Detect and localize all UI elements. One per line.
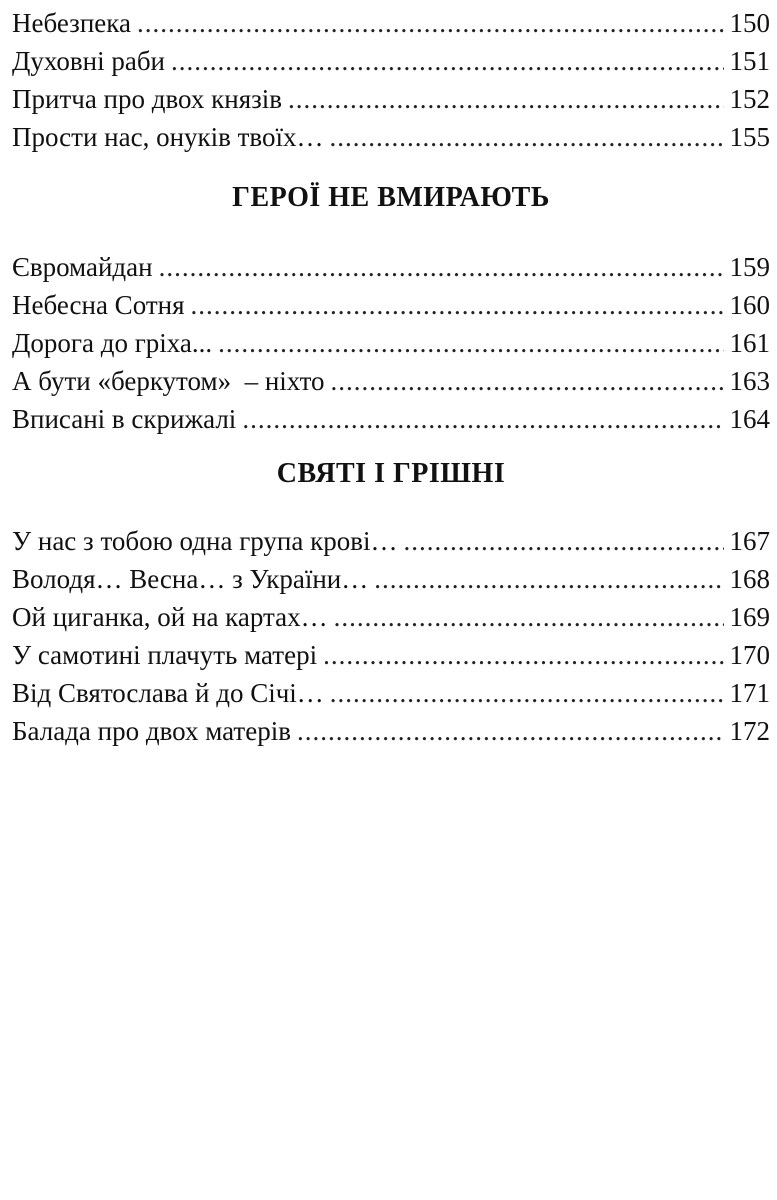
toc-entry-page: 151 bbox=[724, 42, 771, 80]
toc-entry bbox=[12, 118, 770, 156]
toc-leader-dots bbox=[330, 118, 724, 156]
toc-entry-page: 171 bbox=[724, 674, 771, 712]
toc-entry bbox=[12, 324, 770, 362]
toc-leader-dots bbox=[288, 80, 723, 118]
toc-entry-title: Небезпека bbox=[12, 4, 137, 42]
toc-entry-title: Дорога до гріха... bbox=[12, 324, 218, 362]
toc-entry bbox=[12, 4, 770, 42]
toc-entry bbox=[12, 80, 770, 118]
toc-leader-dots bbox=[242, 400, 723, 438]
toc-entry-title: Вписані в скрижалі bbox=[12, 400, 242, 438]
toc-leader-dots bbox=[374, 560, 723, 598]
section-heading: СВЯТІ І ГРІШНІ bbox=[276, 458, 506, 489]
toc-entry-title: У нас з тобою одна група крові… bbox=[12, 522, 403, 560]
toc-entry-title: Євромайдан bbox=[12, 248, 159, 286]
toc-entry-title: Володя… Весна… з України… bbox=[12, 560, 374, 598]
toc-entry-title: Прости нас, онуків твоїх… bbox=[12, 118, 330, 156]
toc-entry bbox=[12, 522, 770, 560]
toc-entry-title: Балада про двох матерів bbox=[12, 712, 297, 750]
toc-leader-dots bbox=[334, 598, 724, 636]
toc-entry-title: Ой циганка, ой на картах… bbox=[12, 598, 334, 636]
toc-leader-dots bbox=[331, 362, 724, 400]
toc-entry-page: 164 bbox=[724, 400, 771, 438]
toc-entry bbox=[12, 42, 770, 80]
toc-entry-title: Небесна Сотня bbox=[12, 286, 191, 324]
toc-entry bbox=[12, 674, 770, 712]
toc-leader-dots bbox=[323, 636, 723, 674]
toc-entry-page: 170 bbox=[724, 636, 771, 674]
toc-leader-dots bbox=[159, 248, 724, 286]
toc-entry-page: 163 bbox=[724, 362, 771, 400]
toc-entry-title: Духовні раби bbox=[12, 42, 171, 80]
toc-group-3 bbox=[12, 522, 770, 750]
toc-group-2 bbox=[12, 248, 770, 438]
toc-entry-page: 168 bbox=[724, 560, 771, 598]
toc-leader-dots bbox=[218, 324, 723, 362]
toc-leader-dots bbox=[191, 286, 724, 324]
toc-entry bbox=[12, 598, 770, 636]
toc-entry-page: 152 bbox=[724, 80, 771, 118]
toc-entry-page: 159 bbox=[724, 248, 771, 286]
toc-entry bbox=[12, 712, 770, 750]
toc-entry-page: 150 bbox=[724, 4, 771, 42]
toc-entry bbox=[12, 248, 770, 286]
toc-entry-title: Від Святослава й до Січі… bbox=[12, 674, 330, 712]
toc-entry bbox=[12, 400, 770, 438]
toc-leader-dots bbox=[297, 712, 724, 750]
toc-entry bbox=[12, 286, 770, 324]
toc-entry bbox=[12, 636, 770, 674]
toc-entry-page: 161 bbox=[724, 324, 771, 362]
toc-leader-dots bbox=[403, 522, 723, 560]
toc-entry-title: У самотині плачуть матері bbox=[12, 636, 323, 674]
toc-entry-page: 169 bbox=[724, 598, 771, 636]
toc-leader-dots bbox=[171, 42, 723, 80]
toc-entry bbox=[12, 560, 770, 598]
toc-group-1 bbox=[12, 4, 770, 156]
toc-entry-page: 167 bbox=[724, 522, 771, 560]
toc-leader-dots bbox=[137, 4, 724, 42]
toc-entry-page: 172 bbox=[724, 712, 771, 750]
toc-entry bbox=[12, 362, 770, 400]
toc-leader-dots bbox=[330, 674, 724, 712]
toc-entry-title: Притча про двох князів bbox=[12, 80, 288, 118]
toc-entry-title: А бути «беркутом» – ніхто bbox=[12, 362, 331, 400]
toc-entry-page: 155 bbox=[724, 118, 771, 156]
section-heading: ГЕРОЇ НЕ ВМИРАЮТЬ bbox=[232, 182, 550, 213]
toc-entry-page: 160 bbox=[724, 286, 771, 324]
